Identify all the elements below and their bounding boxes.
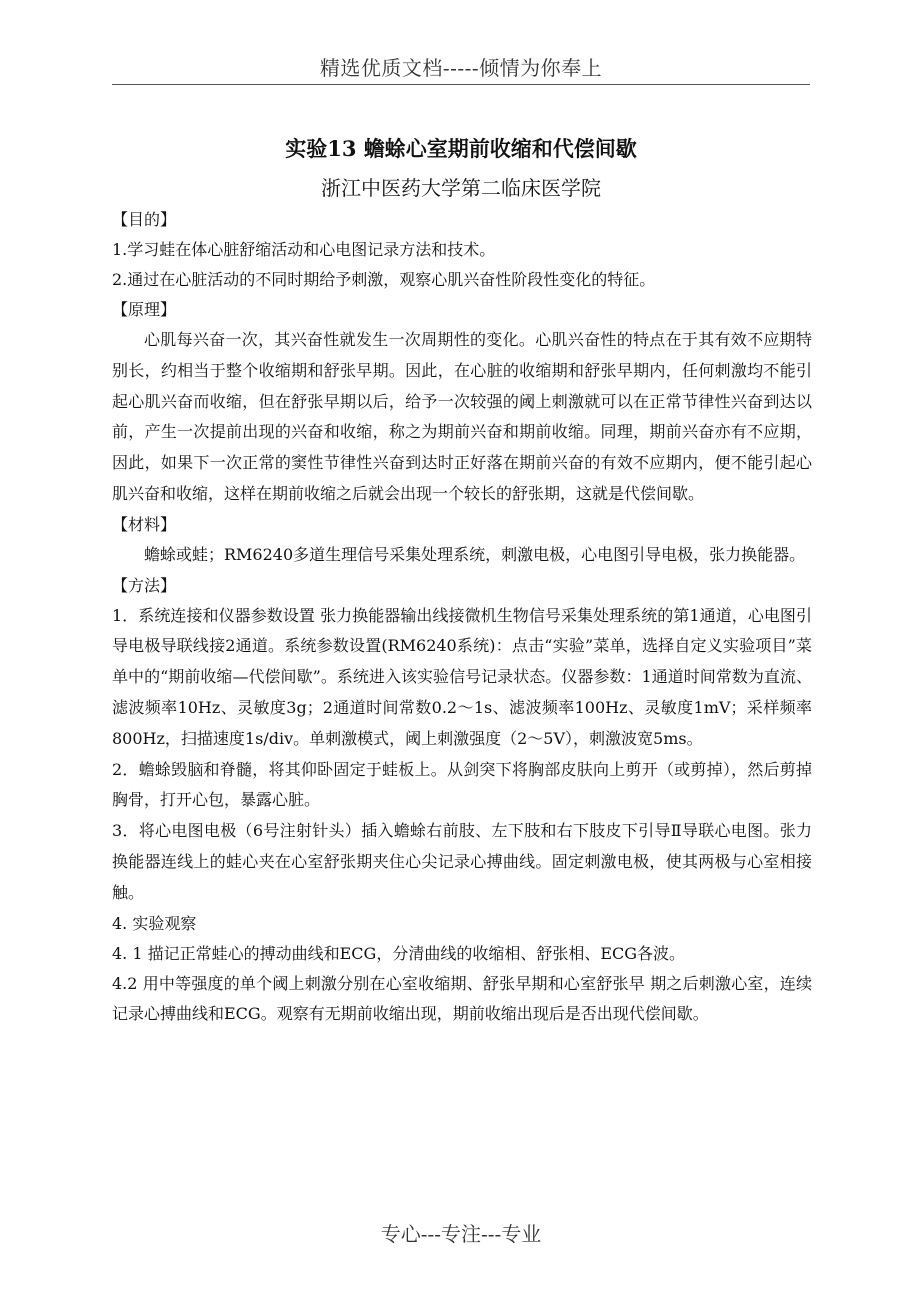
- purpose-item-1: 1.学习蛙在体心脏舒缩活动和心电图记录方法和技术。: [112, 240, 496, 259]
- principle-paragraph: 心肌每兴奋一次，其兴奋性就发生一次周期性的变化。心肌兴奋性的特点在于其有效不应期特别长，约相当于整个收缩期和舒张早期。因此，在心脏的收缩期和舒张早期内，任何刺激均不能引起心肌兴奋而收缩，但在舒张早期以后，给予一次较强的阈上刺激就可以在正常节律性兴奋到达以前，产生一次提前出现的兴奋和收缩，称之为期前兴奋和期前收缩。同理，期前兴奋亦有不应期，因此，如果下一次正常的窦性节律性兴奋到达时正好落在期前兴奋的有效不应期内，便不能引起心肌兴奋和收缩，这样在期前收缩之后就会出现一个较长的舒张期，这就是代偿间歇。: [112, 330, 812, 503]
- page-header: 精选优质文档-----倾情为你奉上: [319, 56, 603, 80]
- materials-paragraph: 蟾蜍或蛙；RM6240多道生理信号采集处理系统，刺激电极，心电图引导电极，张力换能器。: [144, 544, 806, 564]
- purpose-item-2: 2.通过在心脏活动的不同时期给予刺激，观察心肌兴奋性阶段性变化的特征。: [112, 270, 656, 289]
- document-title: 实验13 蟾蜍心室期前收缩和代偿间歇: [285, 136, 637, 161]
- page-footer: 专心---专注---专业: [380, 1222, 542, 1246]
- method-step-1: 1．系统连接和仪器参数设置 张力换能器输出线接微机生物信号采集处理系统的第1通道，心电图引导电极导联线接2通道。系统参数设置(RM6240系统)：点击“实验”菜单，选择自定义实验项目”菜单中的“期前收缩—代偿间歇”。系统进入该实验信号记录状态。仪器参数：1通道时间常数为直流、滤波频率10Hz、灵敏度3g；2通道时间常数0.2～1s、滤波频率100Hz、灵敏度1mV；采样频率800Hz，扫描速度1s/div。单刺激模式，阈上刺激强度（2～5V），刺激波宽5ms。: [112, 605, 812, 748]
- method-step-3: 3．将心电图电极（6号注射针头）插入蟾蜍右前肢、左下肢和右下肢皮下引导Ⅱ导联心电图。张力换能器连线上的蛙心夹在心室舒张期夹住心尖记录心搏曲线。固定刺激电极，使其两极与心室相接触。: [112, 821, 812, 902]
- document-body: [112, 205, 812, 1029]
- methods-heading: 【方法】: [112, 575, 177, 595]
- purpose-heading: 【目的】: [112, 210, 177, 229]
- materials-heading: 【材料】: [112, 514, 177, 534]
- method-step-4: 4. 实验观察: [112, 913, 197, 933]
- document-subtitle: 浙江中医药大学第二临床医学院: [321, 176, 601, 200]
- header-divider: [112, 84, 810, 85]
- method-step-2: 2．蟾蜍毁脑和脊髓，将其仰卧固定于蛙板上。从剑突下将胸部皮肤向上剪开（或剪掉），然后剪掉胸骨，打开心包，暴露心脏。: [112, 759, 812, 810]
- principle-heading: 【原理】: [112, 300, 177, 319]
- method-step-4-2: 4.2 用中等强度的单个阈上刺激分别在心室收缩期、舒张早期和心室舒张早 期之后刺激心室，连续记录心搏曲线和ECG。观察有无期前收缩出现，期前收缩出现后是否出现代偿间歇。: [112, 973, 812, 1023]
- method-step-4-1: 4. 1 描记正常蛙心的搏动曲线和ECG，分清曲线的收缩相、舒张相、ECG各波。: [112, 943, 686, 963]
